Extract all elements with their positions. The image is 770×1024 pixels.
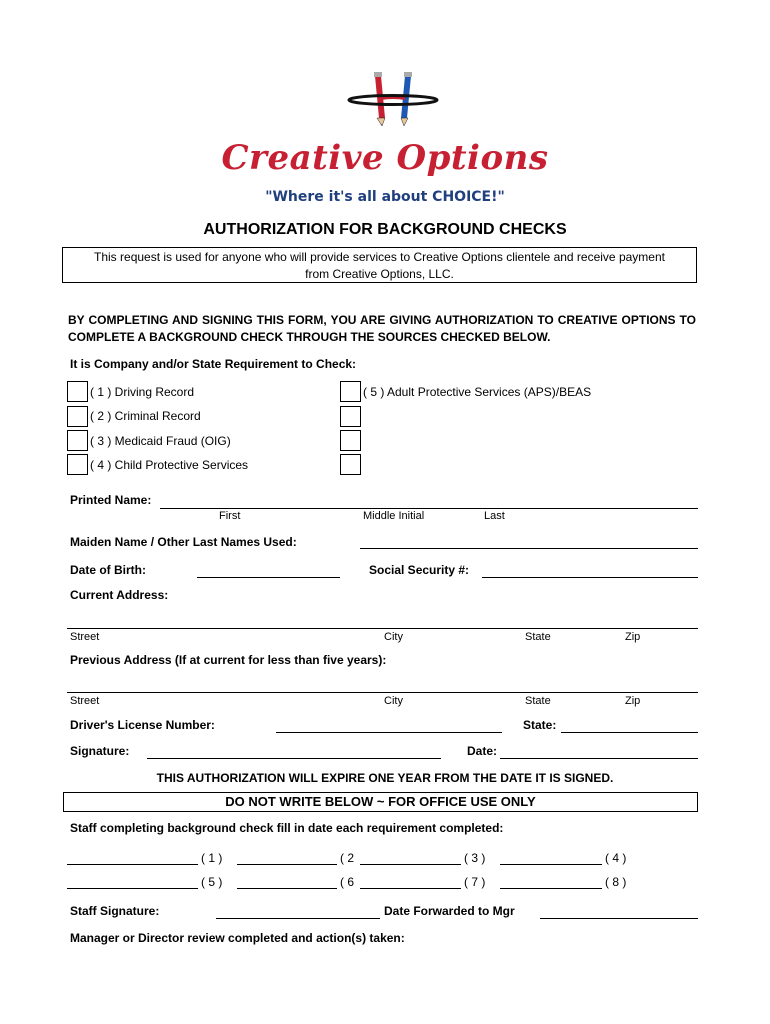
office-use-heading: DO NOT WRITE BELOW ~ FOR OFFICE USE ONLY bbox=[63, 792, 698, 812]
check-3-checkbox[interactable] bbox=[67, 430, 88, 451]
dob-label: Date of Birth: bbox=[70, 563, 146, 577]
date-field[interactable] bbox=[500, 758, 698, 759]
signature-field[interactable] bbox=[147, 758, 441, 759]
license-state-field[interactable] bbox=[561, 732, 698, 733]
req-6-label: ( 6 bbox=[340, 875, 355, 889]
check-7-checkbox[interactable] bbox=[340, 430, 361, 451]
printed-name-field[interactable] bbox=[160, 508, 698, 509]
authorization-statement: BY COMPLETING AND SIGNING THIS FORM, YOU ARE GIVING AUTHORIZATION TO CREATIVE OPTIONS TO COMPLETE A BACKGROUND CHECK THROUGH THE SOURCES CHECKED BELOW. bbox=[68, 313, 696, 344]
req-5-label: ( 5 ) bbox=[201, 875, 223, 889]
req-2-label: ( 2 bbox=[340, 851, 355, 865]
check-2-checkbox[interactable] bbox=[67, 406, 88, 427]
check-5-label: ( 5 ) Adult Protective Services (APS)/BEAS bbox=[363, 385, 592, 399]
check-2-label: ( 2 ) Criminal Record bbox=[90, 409, 201, 423]
form-title: AUTHORIZATION FOR BACKGROUND CHECKS bbox=[203, 221, 567, 238]
req-7-label: ( 7 ) bbox=[464, 875, 486, 889]
current-zip-label: Zip bbox=[625, 631, 641, 643]
req-1-label: ( 1 ) bbox=[201, 851, 223, 865]
manager-review-label: Manager or Director review completed and action(s) taken: bbox=[70, 931, 405, 945]
license-state-label: State: bbox=[523, 718, 557, 732]
drivers-license-field[interactable] bbox=[276, 732, 502, 733]
intro-line-2: from Creative Options, LLC. bbox=[305, 267, 454, 281]
req-2-date-field[interactable] bbox=[237, 864, 337, 865]
req-5-date-field[interactable] bbox=[67, 888, 198, 889]
req-7-date-field[interactable] bbox=[360, 888, 461, 889]
date-label: Date: bbox=[467, 744, 498, 758]
requirement-label: It is Company and/or State Requirement to Check: bbox=[70, 357, 357, 371]
dob-field[interactable] bbox=[197, 577, 340, 578]
check-5-checkbox[interactable] bbox=[340, 381, 361, 402]
previous-city-label: City bbox=[384, 695, 403, 707]
brand-name: Creative Options bbox=[221, 138, 549, 178]
current-street-label: Street bbox=[70, 631, 100, 643]
current-city-label: City bbox=[384, 631, 403, 643]
ssn-field[interactable] bbox=[482, 577, 698, 578]
last-label: Last bbox=[484, 510, 505, 522]
check-3-label: ( 3 ) Medicaid Fraud (OIG) bbox=[90, 434, 231, 448]
signature-label: Signature: bbox=[70, 744, 130, 758]
check-1-checkbox[interactable] bbox=[67, 381, 88, 402]
expiration-notice: THIS AUTHORIZATION WILL EXPIRE ONE YEAR FROM THE DATE IT IS SIGNED. bbox=[156, 771, 614, 785]
req-4-date-field[interactable] bbox=[500, 864, 602, 865]
previous-street-label: Street bbox=[70, 695, 100, 707]
check-4-label: ( 4 ) Child Protective Services bbox=[90, 458, 249, 472]
previous-address-label: Previous Address (If at current for less than five years): bbox=[70, 653, 387, 667]
staff-signature-label: Staff Signature: bbox=[70, 904, 160, 918]
req-3-label: ( 3 ) bbox=[464, 851, 486, 865]
first-label: First bbox=[219, 510, 241, 522]
date-forwarded-field[interactable] bbox=[540, 918, 698, 919]
ssn-label: Social Security #: bbox=[369, 563, 470, 577]
req-3-date-field[interactable] bbox=[360, 864, 461, 865]
previous-address-field[interactable] bbox=[67, 692, 698, 693]
previous-zip-label: Zip bbox=[625, 695, 641, 707]
check-8-checkbox[interactable] bbox=[340, 454, 361, 475]
check-6-checkbox[interactable] bbox=[340, 406, 361, 427]
printed-name-label: Printed Name: bbox=[70, 493, 152, 507]
check-4-checkbox[interactable] bbox=[67, 454, 88, 475]
req-6-date-field[interactable] bbox=[237, 888, 337, 889]
staff-signature-field[interactable] bbox=[216, 918, 380, 919]
req-1-date-field[interactable] bbox=[67, 864, 198, 865]
req-8-date-field[interactable] bbox=[500, 888, 602, 889]
brand-tagline: "Where it's all about CHOICE!" bbox=[265, 189, 505, 205]
drivers-license-label: Driver's License Number: bbox=[70, 718, 215, 732]
current-state-label: State bbox=[525, 631, 551, 643]
check-1-label: ( 1 ) Driving Record bbox=[90, 385, 195, 399]
maiden-name-field[interactable] bbox=[360, 548, 698, 549]
req-4-label: ( 4 ) bbox=[605, 851, 627, 865]
current-address-label: Current Address: bbox=[70, 588, 169, 602]
intro-line-1: This request is used for anyone who will provide services to Creative Options clientele and receive payment bbox=[94, 250, 665, 264]
req-8-label: ( 8 ) bbox=[605, 875, 627, 889]
creative-options-logo bbox=[345, 68, 441, 134]
previous-state-label: State bbox=[525, 695, 551, 707]
current-address-field[interactable] bbox=[67, 628, 698, 629]
date-forwarded-label: Date Forwarded to Mgr bbox=[384, 904, 515, 918]
staff-instructions: Staff completing background check fill in date each requirement completed: bbox=[70, 821, 504, 835]
middle-initial-label: Middle Initial bbox=[363, 510, 425, 522]
maiden-name-label: Maiden Name / Other Last Names Used: bbox=[70, 535, 297, 549]
intro-box bbox=[62, 247, 697, 283]
